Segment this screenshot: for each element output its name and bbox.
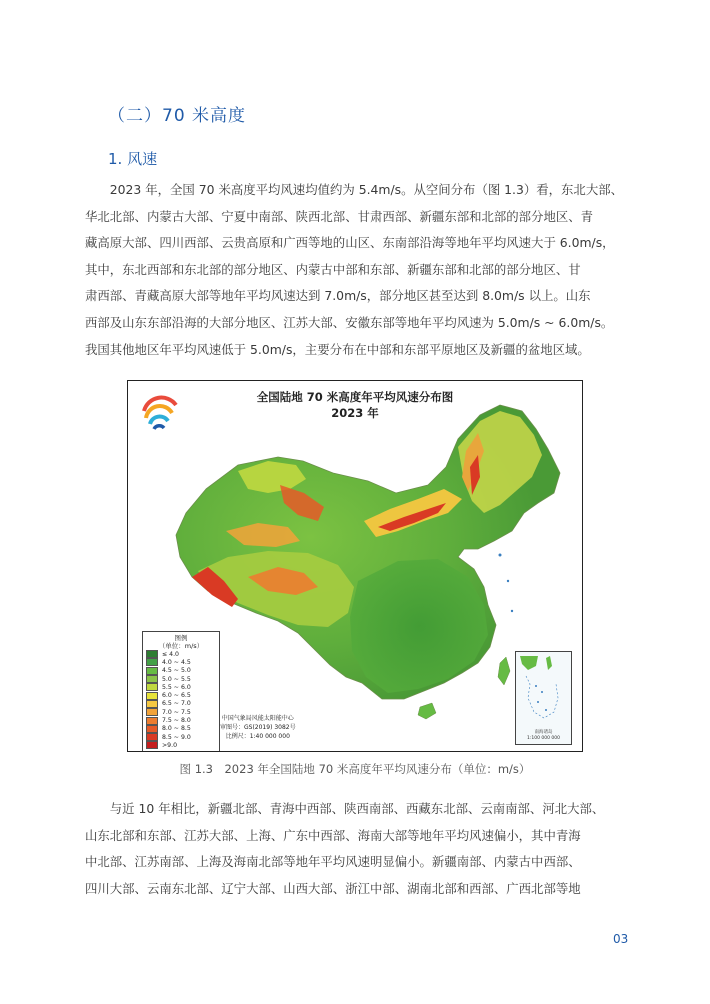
legend-label: 4.0 ~ 4.5: [162, 658, 191, 666]
paragraph-decadal-comparison: [85, 796, 635, 902]
legend-label: 8.0 ~ 8.5: [162, 725, 191, 733]
legend-label: 6.0 ~ 6.5: [162, 692, 191, 700]
legend-entry: [146, 667, 216, 675]
legend-swatch: [146, 700, 158, 708]
inset-map: [516, 652, 571, 722]
legend-entry: [146, 658, 216, 666]
figure-caption: 图 1.3 2023 年全国陆地 70 米高度年平均风速分布（单位：m/s）: [179, 762, 531, 776]
legend-entry: [146, 716, 216, 724]
legend-label: 5.0 ~ 5.5: [162, 675, 191, 683]
legend-swatch: [146, 717, 158, 725]
legend-entry: [146, 708, 216, 716]
map-island: [499, 554, 502, 557]
legend-label: ≤ 4.0: [162, 650, 179, 658]
page-number: 03: [613, 932, 629, 946]
legend-entry: [146, 733, 216, 741]
legend-label: 8.5 ~ 9.0: [162, 733, 191, 741]
legend-entry: [146, 675, 216, 683]
south-china-sea-inset: [515, 651, 572, 745]
paragraph-line: 与近 10 年相比，新疆北部、青海中西部、陕西南部、西藏东北部、云南南部、河北大部、: [85, 801, 605, 816]
map-east-lowland: [350, 559, 488, 693]
credit-organization: 中国气象局风能太阳能中心: [221, 715, 294, 722]
map-credits: [220, 714, 296, 741]
legend-label: 5.5 ~ 6.0: [162, 683, 191, 691]
legend-swatch: [146, 725, 158, 733]
credit-review-number: 审图号：GS(2019) 3082号: [220, 724, 296, 731]
paragraph-line: 华北北部、内蒙古大部、宁夏中南部、陕西北部、甘肃西部、新疆东部和北部的部分地区、青: [85, 208, 594, 224]
legend-title: 图例: [174, 634, 188, 642]
legend-label: 6.5 ~ 7.0: [162, 700, 191, 708]
map-legend: [142, 631, 220, 752]
legend-entry: [146, 741, 216, 749]
legend-swatch: [146, 675, 158, 683]
legend-entry: [146, 725, 216, 733]
paragraph-line: 四川大部、云南东北部、辽宁大部、山西大部、浙江中部、湖南北部和西部、广西北部等地: [85, 880, 581, 896]
paragraph-line: 其中，东北西部和东北部的部分地区、内蒙古中部和东部、新疆东部和北部的部分地区、甘: [85, 261, 581, 277]
inset-scale: 1:100 000 000: [526, 735, 560, 741]
legend-label: 7.5 ~ 8.0: [162, 717, 191, 725]
legend-swatch: [146, 733, 158, 741]
map-title-line1: 全国陆地 70 米高度年平均风速分布图: [256, 390, 454, 404]
map-hainan: [418, 703, 436, 719]
legend-label: 4.5 ~ 5.0: [162, 667, 191, 675]
legend-unit: （单位：m/s）: [158, 642, 204, 650]
legend-swatch: [146, 708, 158, 716]
legend-swatch: [146, 658, 158, 666]
legend-label: >9.0: [162, 741, 178, 749]
paragraph-line: 藏高原大部、四川西部、云贵高原和广西等地的山区、东南部沿海等地年平均风速大于 6.0m/s，: [85, 235, 615, 251]
map-island: [507, 580, 509, 582]
map-title-line2: 2023 年: [331, 406, 379, 420]
inset-label: 南海诸岛: [534, 730, 553, 735]
paragraph-line: 2023 年，全国 70 米高度平均风速均值约为 5.4m/s。从空间分布（图 1.3）看，东北大部、: [85, 182, 623, 197]
legend-swatch: [146, 650, 158, 658]
paragraph-wind-summary: [85, 177, 635, 363]
paragraph-line: 中北部、江苏南部、上海及海南北部等地年平均风速明显偏小。新疆南部、内蒙古中西部、: [85, 854, 581, 870]
map-title: [128, 389, 582, 421]
legend-entry: [146, 691, 216, 699]
credit-scale: 比例尺：1:40 000 000: [225, 733, 290, 740]
legend-swatch: [146, 683, 158, 691]
wind-speed-map-figure: [127, 380, 583, 752]
legend-entry: [146, 700, 216, 708]
paragraph-line: 肃西部、青藏高原大部等地年平均风速达到 7.0m/s，部分地区甚至达到 8.0m/s 以上。山东: [85, 288, 591, 304]
legend-swatch: [146, 692, 158, 700]
legend-swatch: [146, 741, 158, 749]
subsection-heading: 1. 风速: [108, 150, 158, 168]
legend-label: 7.0 ~ 7.5: [162, 708, 191, 716]
legend-entry: [146, 650, 216, 658]
section-heading: （二）70 米高度: [108, 106, 247, 126]
inset-caption: [516, 730, 571, 741]
map-island: [511, 610, 513, 612]
paragraph-line: 西部及山东东部沿海的大部分地区、江苏大部、安徽东部等地年平均风速为 5.0m/s ~ 6.0m/s。: [85, 314, 614, 330]
legend-swatch: [146, 667, 158, 675]
paragraph-line: 山东北部和东部、江苏大部、上海、广东中西部、海南大部等地年平均风速偏小，其中青海: [85, 827, 581, 843]
map-taiwan: [498, 657, 510, 685]
paragraph-line: 我国其他地区年平均风速低于 5.0m/s，主要分布在中部和东部平原地区及新疆的盆地区域。: [85, 341, 590, 357]
legend-entry: [146, 683, 216, 691]
